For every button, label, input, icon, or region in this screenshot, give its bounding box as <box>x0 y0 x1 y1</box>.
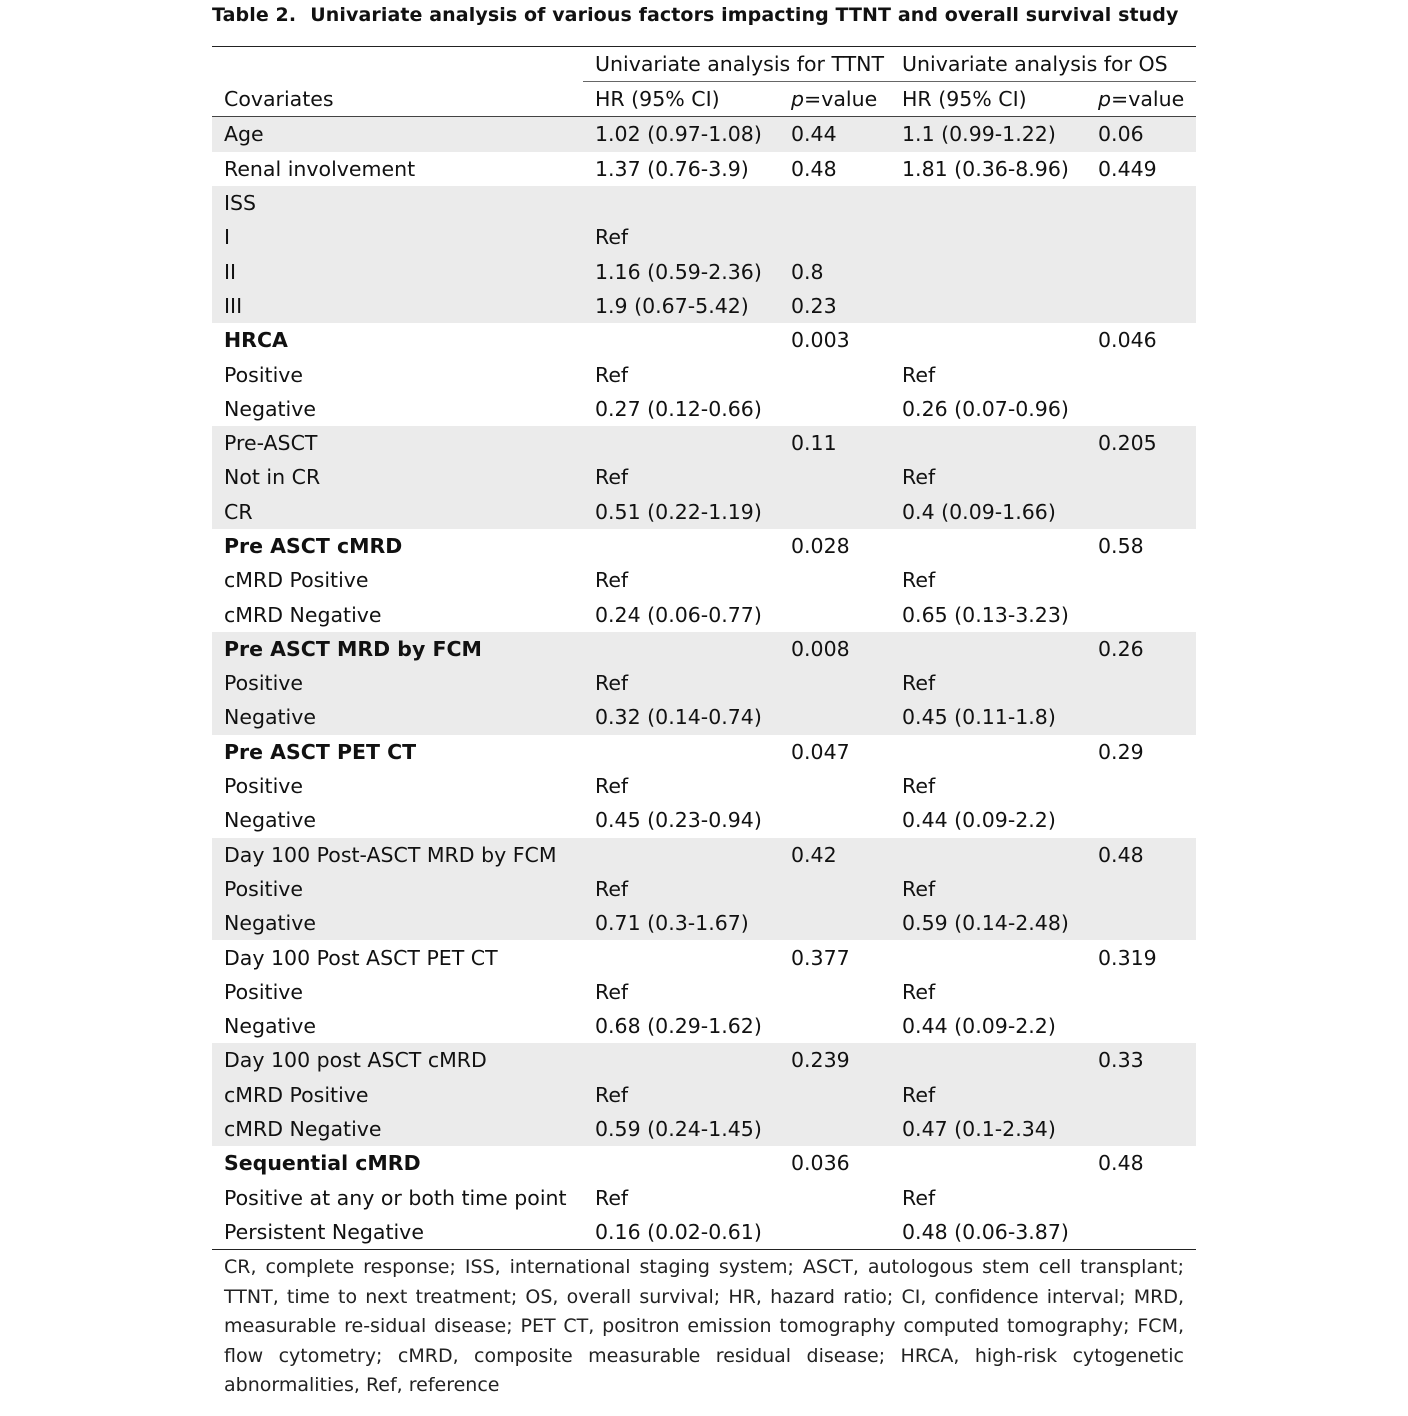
p-value-os-cell <box>1086 460 1196 494</box>
hr-ttnt-cell: Ref <box>595 362 629 387</box>
covariates-header: Covariates <box>212 82 583 117</box>
covariate-cell: Positive <box>212 872 583 906</box>
hr-os-cell: 0.26 (0.07-0.96) <box>902 396 1069 421</box>
p-value-ttnt-cell <box>779 975 890 1009</box>
results-table <box>212 46 1196 1250</box>
covariate-cell: Pre-ASCT <box>212 426 583 460</box>
p-value-ttnt-cell <box>779 495 890 529</box>
covariate-cell: Pre ASCT PET CT <box>224 739 417 764</box>
p-value-ttnt-cell: 0.239 <box>779 1043 890 1077</box>
table-row <box>212 769 1196 803</box>
p-value-os-cell <box>1086 803 1196 837</box>
p-value-ttnt-cell <box>779 563 890 597</box>
p-value-ttnt-cell: 0.036 <box>791 1151 850 1176</box>
p-value-ttnt-cell <box>779 597 890 631</box>
table-row <box>212 838 1196 872</box>
hr-os-header: HR (95% CI) <box>890 82 1086 117</box>
hr-ttnt-cell: Ref <box>583 460 779 494</box>
table-row <box>212 1112 1196 1146</box>
hr-ttnt-cell <box>583 1146 779 1180</box>
hr-ttnt-header: HR (95% CI) <box>583 82 779 117</box>
covariate-cell: Positive <box>224 774 304 799</box>
p-value-os-cell: 0.48 <box>1086 838 1196 872</box>
covariate-cell: Negative <box>224 1014 316 1039</box>
hr-ttnt-cell: 0.27 (0.12-0.66) <box>595 396 762 421</box>
hr-ttnt-cell: 1.9 (0.67-5.42) <box>583 289 779 323</box>
p-value-os-cell <box>1086 186 1196 220</box>
hr-ttnt-cell: Ref <box>583 1078 779 1112</box>
p-value-os-cell <box>1086 563 1196 597</box>
covariate-cell: Age <box>212 117 583 152</box>
hr-os-cell <box>890 289 1086 323</box>
hr-ttnt-cell <box>583 186 779 220</box>
covariate-cell: cMRD Positive <box>224 568 369 593</box>
footnote: CR, complete response; ISS, international staging system; ASCT, autologous stem cell transplant; TTNT, time to next treatment; OS, overall survival; HR, hazard ratio; CI, confidence interval; MRD, measurable re-sidual disease; PET CT, positron emission tomography computed tomography; FCM, flow cytometry; cMRD, composite measurable residual disease; HRCA, high-risk cytogenetic abnormalities, Ref, reference <box>224 1256 1184 1397</box>
covariate-cell: Positive <box>212 666 583 700</box>
table-row <box>212 700 1196 734</box>
p-value-ttnt-cell <box>779 1112 890 1146</box>
hr-ttnt-cell <box>583 940 779 974</box>
hr-ttnt-cell <box>583 735 779 769</box>
p-value-ttnt-cell <box>779 1009 890 1043</box>
hr-ttnt-cell <box>583 529 779 563</box>
hr-os-cell: Ref <box>890 872 1086 906</box>
covariate-cell: HRCA <box>224 328 288 353</box>
table-row <box>212 666 1196 700</box>
p-value-ttnt-cell <box>779 769 890 803</box>
covariate-cell: Positive <box>224 979 304 1004</box>
p-value-os-cell: 0.205 <box>1086 426 1196 460</box>
hr-os-cell: Ref <box>902 568 936 593</box>
covariate-cell: cMRD Negative <box>224 602 382 627</box>
hr-ttnt-cell <box>583 426 779 460</box>
hr-ttnt-cell: 0.32 (0.14-0.74) <box>583 700 779 734</box>
document <box>212 0 1196 1401</box>
p-value-os-cell: 0.06 <box>1086 117 1196 152</box>
hr-os-cell: Ref <box>890 666 1086 700</box>
table-row <box>212 392 1196 426</box>
table-row <box>212 152 1196 186</box>
hr-os-cell <box>890 254 1086 288</box>
covariate-cell: Positive <box>224 362 304 387</box>
p-value-os-cell: 0.58 <box>1098 534 1144 558</box>
hr-os-cell <box>890 186 1086 220</box>
table-row <box>212 254 1196 288</box>
table-row <box>212 803 1196 837</box>
p-value-ttnt-cell <box>779 803 890 837</box>
p-value-os-cell: 0.33 <box>1086 1043 1196 1077</box>
hr-ttnt-cell: 1.02 (0.97-1.08) <box>583 117 779 152</box>
covariate-cell: Negative <box>224 396 316 421</box>
p-value-os-cell <box>1086 254 1196 288</box>
table-row <box>212 357 1196 391</box>
p-value-ttnt-cell <box>779 1181 890 1215</box>
p-value-ttnt-cell <box>779 186 890 220</box>
covariate-cell: Not in CR <box>212 460 583 494</box>
hr-os-cell: 0.44 (0.09-2.2) <box>902 1014 1056 1039</box>
hr-os-cell: Ref <box>890 1078 1086 1112</box>
hr-ttnt-cell: Ref <box>595 568 629 593</box>
p-value-os-cell <box>1086 666 1196 700</box>
table-title: Univariate analysis of various factors impacting TTNT and overall survival study <box>310 4 1179 26</box>
ttnt-group-header: Univariate analysis for TTNT <box>583 47 890 82</box>
table-row <box>212 563 1196 597</box>
hr-os-cell: 0.45 (0.11-1.8) <box>890 700 1086 734</box>
covariate-cell: Negative <box>212 906 583 940</box>
hr-os-cell: 0.65 (0.13-3.23) <box>902 602 1069 627</box>
p-value-os-cell <box>1086 975 1196 1009</box>
p-value-ttnt-cell: 0.42 <box>779 838 890 872</box>
hr-ttnt-cell: 0.24 (0.06-0.77) <box>595 602 762 627</box>
p-value-os-cell <box>1086 392 1196 426</box>
p-value-ttnt-cell <box>779 872 890 906</box>
hr-ttnt-cell: 1.16 (0.59-2.36) <box>583 254 779 288</box>
table-row <box>212 632 1196 666</box>
p-value-ttnt-cell <box>779 220 890 254</box>
p-value-os-cell: 0.449 <box>1098 156 1157 181</box>
hr-ttnt-cell: 0.68 (0.29-1.62) <box>595 1014 762 1039</box>
hr-os-cell <box>890 940 1086 974</box>
hr-os-cell <box>890 838 1086 872</box>
hr-os-cell: Ref <box>902 774 936 799</box>
p-value-os-cell <box>1086 1215 1196 1250</box>
covariate-cell: Negative <box>212 700 583 734</box>
p-value-ttnt-cell: 0.377 <box>791 945 850 970</box>
p-value-os-cell: 0.319 <box>1098 945 1157 970</box>
table-row <box>212 1043 1196 1077</box>
covariate-cell: II <box>212 254 583 288</box>
covariate-cell: Day 100 Post ASCT PET CT <box>224 945 498 970</box>
table-row <box>212 1146 1196 1180</box>
table-row <box>212 460 1196 494</box>
table-body <box>212 117 1196 1250</box>
covariate-cell: Sequential cMRD <box>224 1151 421 1176</box>
p-value-ttnt-cell: 0.8 <box>779 254 890 288</box>
hr-os-cell: Ref <box>902 979 936 1004</box>
p-value-ttnt-cell: 0.23 <box>779 289 890 323</box>
p-value-os-cell <box>1086 357 1196 391</box>
p-value-os-cell <box>1086 1009 1196 1043</box>
p-suffix: =value <box>1111 87 1185 112</box>
hr-os-cell <box>890 1043 1086 1077</box>
table-row <box>212 872 1196 906</box>
p-value-os-cell <box>1086 1181 1196 1215</box>
empty-header-cell <box>212 47 583 82</box>
covariate-cell: Renal involvement <box>224 156 416 181</box>
hr-os-cell <box>890 632 1086 666</box>
covariate-cell: III <box>212 289 583 323</box>
p-value-ttnt-cell: 0.008 <box>779 632 890 666</box>
p-suffix: =value <box>804 87 878 112</box>
p-value-ttnt-cell <box>779 460 890 494</box>
os-group-header: Univariate analysis for OS <box>890 47 1196 82</box>
p-value-os-cell: 0.48 <box>1098 1151 1144 1176</box>
hr-ttnt-cell: Ref <box>583 872 779 906</box>
table-caption <box>212 0 1196 46</box>
p-value-ttnt-cell: 0.11 <box>779 426 890 460</box>
covariate-cell: CR <box>212 495 583 529</box>
p-value-os-cell <box>1086 1078 1196 1112</box>
table-row <box>212 1009 1196 1043</box>
hr-os-cell <box>890 1146 1086 1180</box>
hr-os-cell: Ref <box>902 362 936 387</box>
table-row <box>212 940 1196 974</box>
p-value-ttnt-cell <box>779 906 890 940</box>
hr-os-cell: Ref <box>890 460 1086 494</box>
table-row <box>212 529 1196 563</box>
table-row <box>212 117 1196 152</box>
hr-ttnt-cell: Ref <box>595 979 629 1004</box>
p-value-ttnt-cell: 0.44 <box>779 117 890 152</box>
p-value-ttnt-cell <box>779 1215 890 1250</box>
p-value-ttnt-cell: 0.48 <box>791 156 837 181</box>
p-value-os-cell <box>1086 220 1196 254</box>
hr-os-cell: 0.59 (0.14-2.48) <box>890 906 1086 940</box>
hr-os-cell: 0.44 (0.09-2.2) <box>902 808 1056 833</box>
covariate-cell: Persistent Negative <box>224 1219 424 1244</box>
p-value-os-cell <box>1086 289 1196 323</box>
p-value-ttnt-cell <box>779 700 890 734</box>
p-value-os-cell <box>1086 906 1196 940</box>
hr-os-cell: 0.4 (0.09-1.66) <box>890 495 1086 529</box>
p-italic: p <box>1098 87 1112 112</box>
p-value-ttnt-cell <box>779 392 890 426</box>
p-value-ttnt-cell: 0.047 <box>791 739 850 764</box>
hr-ttnt-cell: 0.59 (0.24-1.45) <box>583 1112 779 1146</box>
hr-os-cell: Ref <box>902 1185 936 1210</box>
p-value-ttnt-cell <box>779 666 890 700</box>
p-value-os-cell <box>1086 1112 1196 1146</box>
hr-ttnt-cell: Ref <box>595 1185 629 1210</box>
hr-ttnt-cell <box>583 1043 779 1077</box>
p-italic: p <box>791 87 805 112</box>
hr-ttnt-cell <box>583 632 779 666</box>
hr-os-cell <box>890 529 1086 563</box>
hr-ttnt-cell: 0.45 (0.23-0.94) <box>595 808 762 833</box>
covariate-cell: Positive at any or both time point <box>224 1185 567 1210</box>
table-row <box>212 220 1196 254</box>
hr-os-cell <box>890 426 1086 460</box>
covariate-cell: Day 100 post ASCT cMRD <box>212 1043 583 1077</box>
hr-os-cell <box>890 220 1086 254</box>
covariate-cell: Pre ASCT MRD by FCM <box>212 632 583 666</box>
p-value-os-cell: 0.29 <box>1098 739 1144 764</box>
p-value-os-header <box>1086 82 1196 117</box>
p-value-os-cell <box>1086 872 1196 906</box>
p-value-os-cell <box>1086 597 1196 631</box>
p-value-ttnt-cell <box>779 357 890 391</box>
hr-ttnt-cell: 0.51 (0.22-1.19) <box>583 495 779 529</box>
p-value-os-cell <box>1086 769 1196 803</box>
table-row <box>212 906 1196 940</box>
table-row <box>212 426 1196 460</box>
p-value-ttnt-cell <box>779 1078 890 1112</box>
covariate-cell: Negative <box>224 808 316 833</box>
hr-os-cell: 1.1 (0.99-1.22) <box>890 117 1086 152</box>
table-row <box>212 975 1196 1009</box>
hr-ttnt-cell: 1.37 (0.76-3.9) <box>595 156 749 181</box>
p-value-ttnt-cell: 0.003 <box>791 328 850 353</box>
table-row <box>212 495 1196 529</box>
p-value-os-cell <box>1086 700 1196 734</box>
covariate-cell: ISS <box>212 186 583 220</box>
hr-os-cell: 1.81 (0.36-8.96) <box>902 156 1069 181</box>
hr-ttnt-cell: Ref <box>583 220 779 254</box>
covariate-cell: cMRD Positive <box>212 1078 583 1112</box>
hr-ttnt-cell: Ref <box>583 666 779 700</box>
hr-os-cell: 0.48 (0.06-3.87) <box>902 1219 1069 1244</box>
hr-ttnt-cell: 0.16 (0.02-0.61) <box>595 1219 762 1244</box>
covariate-cell: Day 100 Post-ASCT MRD by FCM <box>212 838 583 872</box>
p-value-ttnt-cell: 0.028 <box>791 534 850 558</box>
table-row <box>212 1078 1196 1112</box>
covariate-cell: Pre ASCT cMRD <box>224 534 403 558</box>
table-row <box>212 1215 1196 1250</box>
table-row <box>212 735 1196 769</box>
table-label: Table 2. <box>212 4 297 26</box>
table-row <box>212 186 1196 220</box>
covariate-cell: cMRD Negative <box>212 1112 583 1146</box>
table-row <box>212 323 1196 357</box>
hr-ttnt-cell: 0.71 (0.3-1.67) <box>583 906 779 940</box>
table-row <box>212 289 1196 323</box>
covariate-cell: I <box>212 220 583 254</box>
hr-ttnt-cell <box>583 838 779 872</box>
table-row <box>212 597 1196 631</box>
hr-os-cell <box>890 323 1086 357</box>
p-value-os-cell: 0.046 <box>1098 328 1157 353</box>
p-value-ttnt-header <box>779 82 890 117</box>
p-value-os-cell: 0.26 <box>1086 632 1196 666</box>
hr-os-cell: 0.47 (0.1-2.34) <box>890 1112 1086 1146</box>
hr-ttnt-cell <box>583 323 779 357</box>
table-row <box>212 1181 1196 1215</box>
p-value-os-cell <box>1086 495 1196 529</box>
hr-ttnt-cell: Ref <box>595 774 629 799</box>
hr-os-cell <box>890 735 1086 769</box>
